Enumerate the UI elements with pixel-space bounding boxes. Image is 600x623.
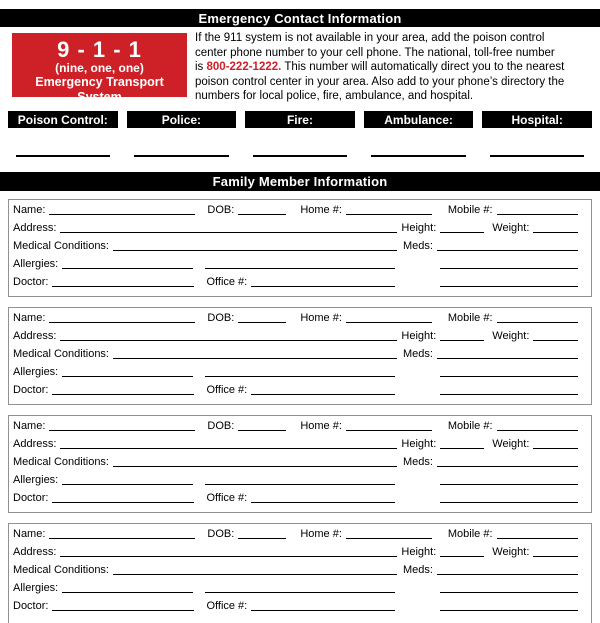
allergies-label: Allergies: bbox=[13, 258, 59, 270]
badge-911-caption: Emergency Transport System bbox=[35, 75, 164, 104]
weight-fill-line bbox=[533, 547, 578, 557]
name-label: Name: bbox=[13, 312, 46, 324]
family-members-list bbox=[8, 199, 592, 623]
height-fill-line bbox=[440, 547, 484, 557]
allergies-label: Allergies: bbox=[13, 582, 59, 594]
home-phone-label: Home #: bbox=[300, 204, 342, 216]
meds-fill-line bbox=[437, 241, 578, 251]
emergency-section-header bbox=[0, 9, 600, 27]
badge-911-number: 9 - 1 - 1 bbox=[57, 37, 142, 62]
office-phone-fill-line bbox=[251, 385, 395, 395]
doctor-fill-line bbox=[52, 493, 194, 503]
meds-label: Meds: bbox=[403, 240, 433, 252]
doctor-row bbox=[13, 491, 578, 509]
allergies-row bbox=[13, 473, 578, 491]
address-fill-line bbox=[60, 223, 397, 233]
home-phone-fill-line bbox=[346, 205, 432, 215]
address-row bbox=[13, 329, 578, 347]
medical-conditions-row bbox=[13, 347, 578, 365]
allergies-fill-line bbox=[62, 259, 193, 269]
dob-fill-line bbox=[238, 529, 286, 539]
meds-fill-line-3 bbox=[440, 493, 578, 503]
address-fill-line bbox=[60, 331, 397, 341]
contact-label-police: Police: bbox=[127, 111, 237, 128]
height-label: Height: bbox=[401, 222, 437, 234]
meds-label: Meds: bbox=[403, 348, 433, 360]
office-phone-fill-line bbox=[251, 493, 395, 503]
allergies-fill-line-2 bbox=[205, 583, 395, 593]
doctor-row bbox=[13, 383, 578, 401]
meds-label: Meds: bbox=[403, 564, 433, 576]
police-fill-line bbox=[134, 147, 228, 157]
home-phone-fill-line bbox=[346, 421, 432, 431]
allergies-fill-line bbox=[62, 475, 193, 485]
meds-fill-line-3 bbox=[440, 277, 578, 287]
meds-fill-line-3 bbox=[440, 601, 578, 611]
emergency-section-title: Emergency Contact Information bbox=[198, 10, 402, 26]
hospital-fill-line bbox=[490, 147, 584, 157]
height-label: Height: bbox=[401, 438, 437, 450]
home-phone-label: Home #: bbox=[300, 420, 342, 432]
allergies-row bbox=[13, 365, 578, 383]
name-row bbox=[13, 527, 578, 545]
allergies-fill-line bbox=[62, 583, 193, 593]
address-fill-line bbox=[60, 547, 397, 557]
doctor-row bbox=[13, 599, 578, 617]
contact-labels-row bbox=[8, 111, 592, 128]
weight-label: Weight: bbox=[492, 330, 530, 342]
doctor-label: Doctor: bbox=[13, 384, 49, 396]
badge-911 bbox=[12, 33, 187, 104]
meds-fill-line bbox=[437, 565, 578, 575]
meds-fill-line bbox=[437, 457, 578, 467]
family-section-header bbox=[0, 172, 600, 191]
family-member-block bbox=[8, 415, 592, 513]
doctor-fill-line bbox=[52, 385, 194, 395]
contact-label-hospital: Hospital: bbox=[482, 111, 592, 128]
meds-fill-line bbox=[437, 349, 578, 359]
doctor-label: Doctor: bbox=[13, 276, 49, 288]
intro-line-3-pre: is bbox=[195, 61, 204, 73]
name-fill-line bbox=[49, 421, 195, 431]
mobile-phone-label: Mobile #: bbox=[447, 204, 493, 216]
meds-fill-line-2 bbox=[440, 367, 578, 377]
allergies-label: Allergies: bbox=[13, 366, 59, 378]
family-member-block bbox=[8, 199, 592, 297]
medical-conditions-fill-line bbox=[113, 457, 397, 467]
dob-label: DOB: bbox=[207, 204, 235, 216]
dob-fill-line bbox=[238, 421, 286, 431]
allergies-row bbox=[13, 581, 578, 599]
home-phone-label: Home #: bbox=[300, 312, 342, 324]
medical-conditions-fill-line bbox=[113, 565, 397, 575]
medical-conditions-label: Medical Conditions: bbox=[13, 456, 109, 468]
mobile-phone-label: Mobile #: bbox=[447, 312, 493, 324]
weight-label: Weight: bbox=[492, 546, 530, 558]
name-fill-line bbox=[49, 205, 195, 215]
meds-fill-line-2 bbox=[440, 583, 578, 593]
contact-label-ambulance: Ambulance: bbox=[364, 111, 474, 128]
name-row bbox=[13, 311, 578, 329]
badge-911-words: (nine, one, one) bbox=[55, 61, 144, 75]
doctor-label: Doctor: bbox=[13, 492, 49, 504]
allergies-fill-line-2 bbox=[205, 475, 395, 485]
dob-label: DOB: bbox=[207, 312, 235, 324]
ambulance-fill-line bbox=[371, 147, 465, 157]
family-member-block bbox=[8, 307, 592, 405]
address-row bbox=[13, 437, 578, 455]
meds-fill-line-3 bbox=[440, 385, 578, 395]
medical-conditions-label: Medical Conditions: bbox=[13, 348, 109, 360]
mobile-phone-fill-line bbox=[497, 313, 578, 323]
doctor-fill-line bbox=[52, 277, 194, 287]
fire-fill-line bbox=[253, 147, 347, 157]
name-fill-line bbox=[49, 313, 195, 323]
home-phone-fill-line bbox=[346, 313, 432, 323]
medical-conditions-label: Medical Conditions: bbox=[13, 564, 109, 576]
address-label: Address: bbox=[13, 438, 57, 450]
intro-line-2: center phone number to your cell phone. The national, toll-free number bbox=[195, 46, 555, 59]
office-phone-label: Office #: bbox=[206, 276, 248, 288]
address-row bbox=[13, 221, 578, 239]
height-fill-line bbox=[440, 223, 484, 233]
allergies-row bbox=[13, 257, 578, 275]
doctor-label: Doctor: bbox=[13, 600, 49, 612]
home-phone-fill-line bbox=[346, 529, 432, 539]
weight-label: Weight: bbox=[492, 222, 530, 234]
allergies-label: Allergies: bbox=[13, 474, 59, 486]
poison-control-phone-number: 800-222-1222. bbox=[206, 61, 282, 73]
allergies-fill-line-2 bbox=[205, 367, 395, 377]
medical-conditions-row bbox=[13, 563, 578, 581]
weight-label: Weight: bbox=[492, 438, 530, 450]
doctor-row bbox=[13, 275, 578, 293]
contact-label-fire: Fire: bbox=[245, 111, 355, 128]
name-label: Name: bbox=[13, 204, 46, 216]
address-label: Address: bbox=[13, 546, 57, 558]
height-fill-line bbox=[440, 439, 484, 449]
name-label: Name: bbox=[13, 420, 46, 432]
medical-conditions-row bbox=[13, 455, 578, 473]
dob-label: DOB: bbox=[207, 528, 235, 540]
office-phone-fill-line bbox=[251, 601, 395, 611]
height-fill-line bbox=[440, 331, 484, 341]
name-row bbox=[13, 203, 578, 221]
medical-conditions-label: Medical Conditions: bbox=[13, 240, 109, 252]
meds-fill-line-2 bbox=[440, 259, 578, 269]
address-label: Address: bbox=[13, 222, 57, 234]
dob-fill-line bbox=[238, 205, 286, 215]
office-phone-label: Office #: bbox=[206, 600, 248, 612]
medical-conditions-fill-line bbox=[113, 349, 397, 359]
height-label: Height: bbox=[401, 330, 437, 342]
meds-fill-line-2 bbox=[440, 475, 578, 485]
intro-line-4: poison control center in your area. Also add to your phone’s directory the bbox=[195, 75, 565, 88]
dob-fill-line bbox=[238, 313, 286, 323]
mobile-phone-fill-line bbox=[497, 529, 578, 539]
weight-fill-line bbox=[533, 439, 578, 449]
allergies-fill-line-2 bbox=[205, 259, 395, 269]
intro-paragraph bbox=[195, 31, 595, 104]
intro-line-1: If the 911 system is not available in your area, add the poison control bbox=[195, 32, 545, 44]
address-row bbox=[13, 545, 578, 563]
intro-line-5: numbers for local police, fire, ambulance, and hospital. bbox=[195, 90, 474, 102]
medical-conditions-fill-line bbox=[113, 241, 397, 251]
family-section-title: Family Member Information bbox=[212, 174, 388, 189]
poison-control-fill-line bbox=[16, 147, 110, 157]
office-phone-label: Office #: bbox=[206, 492, 248, 504]
medical-conditions-row bbox=[13, 239, 578, 257]
contact-fill-lines-row bbox=[8, 147, 592, 157]
office-phone-label: Office #: bbox=[206, 384, 248, 396]
intro-line-3-post: This number will automatically direct you to the nearest bbox=[284, 61, 565, 73]
doctor-fill-line bbox=[52, 601, 194, 611]
meds-label: Meds: bbox=[403, 456, 433, 468]
mobile-phone-label: Mobile #: bbox=[447, 420, 493, 432]
allergies-fill-line bbox=[62, 367, 193, 377]
mobile-phone-fill-line bbox=[497, 205, 578, 215]
contact-label-poison-control: Poison Control: bbox=[8, 111, 118, 128]
height-label: Height: bbox=[401, 546, 437, 558]
name-label: Name: bbox=[13, 528, 46, 540]
dob-label: DOB: bbox=[207, 420, 235, 432]
address-fill-line bbox=[60, 439, 397, 449]
address-label: Address: bbox=[13, 330, 57, 342]
family-member-block bbox=[8, 523, 592, 623]
name-fill-line bbox=[49, 529, 195, 539]
intro-line-3 bbox=[195, 60, 595, 75]
weight-fill-line bbox=[533, 223, 578, 233]
weight-fill-line bbox=[533, 331, 578, 341]
home-phone-label: Home #: bbox=[300, 528, 342, 540]
name-row bbox=[13, 419, 578, 437]
mobile-phone-label: Mobile #: bbox=[447, 528, 493, 540]
office-phone-fill-line bbox=[251, 277, 395, 287]
mobile-phone-fill-line bbox=[497, 421, 578, 431]
